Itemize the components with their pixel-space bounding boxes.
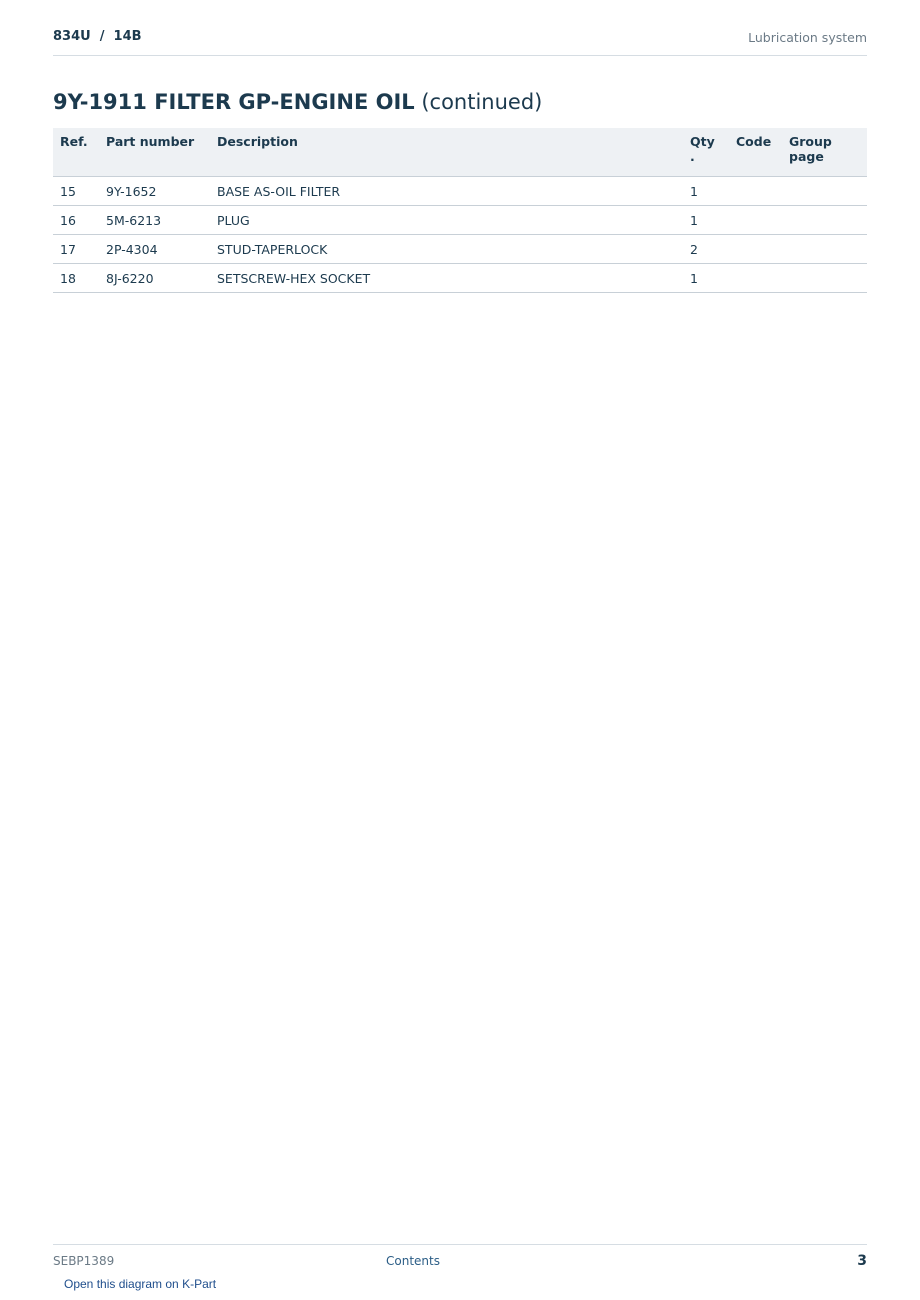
model-label: 834U / 14B [53,29,142,44]
cell-part-number: 2P-4304 [99,235,210,264]
table-row [53,264,867,293]
table-row [53,235,867,264]
cell-qty: 1 [683,264,729,293]
cell-code [729,177,782,206]
continued-label: (continued) [421,90,543,114]
table-row [53,177,867,206]
document-id: SEBP1389 [53,1254,115,1268]
cell-group-page [782,235,867,264]
cell-group-page [782,206,867,235]
page-footer [53,1244,867,1269]
cell-qty: 2 [683,235,729,264]
cell-description: PLUG [210,206,683,235]
open-in-kpart-link[interactable]: Open this diagram on K-Part [64,1277,217,1291]
table-header-row [53,128,867,177]
cell-code [729,206,782,235]
cell-group-page [782,177,867,206]
cell-ref: 15 [53,177,99,206]
cell-description: BASE AS-OIL FILTER [210,177,683,206]
cell-group-page [782,264,867,293]
col-description: Description [210,128,683,177]
col-code: Code [729,128,782,177]
col-qty-line1: Qty [690,134,715,149]
page-title [53,90,542,114]
cell-ref: 16 [53,206,99,235]
col-group-page-line1: Group [789,134,832,149]
table-row [53,206,867,235]
col-qty-line2: . [690,149,695,164]
col-group-page-line2: page [789,149,824,164]
cell-description: SETSCREW-HEX SOCKET [210,264,683,293]
section-title: Lubrication system [748,30,867,45]
cell-part-number: 9Y-1652 [99,177,210,206]
col-ref: Ref. [53,128,99,177]
page-header [53,29,867,56]
cell-part-number: 8J-6220 [99,264,210,293]
col-part-number: Part number [99,128,210,177]
cell-code [729,235,782,264]
part-group-name: 9Y-1911 FILTER GP-ENGINE OIL [53,90,415,114]
cell-description: STUD-TAPERLOCK [210,235,683,264]
col-qty [683,128,729,177]
cell-ref: 18 [53,264,99,293]
page-number: 3 [857,1253,867,1269]
cell-part-number: 5M-6213 [99,206,210,235]
cell-code [729,264,782,293]
cell-qty: 1 [683,177,729,206]
parts-table [53,128,867,293]
cell-ref: 17 [53,235,99,264]
col-group-page [782,128,867,177]
cell-qty: 1 [683,206,729,235]
contents-link[interactable]: Contents [386,1254,440,1268]
